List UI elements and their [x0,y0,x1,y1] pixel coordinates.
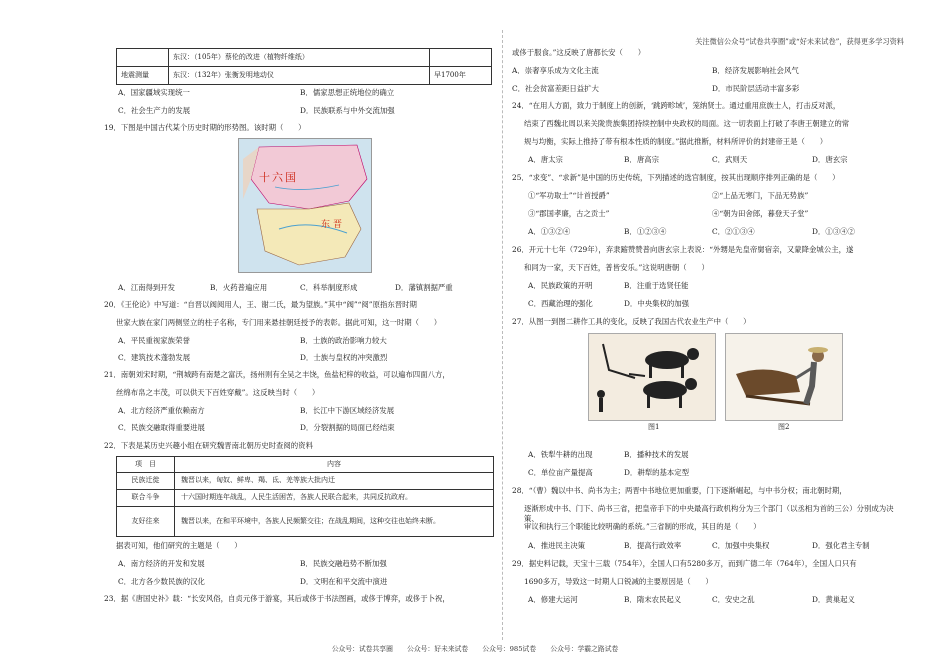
table2-header: 内容 [175,457,494,473]
q28-option-d: D．强化君主专制 [812,541,870,550]
q21-stem-line2: 丝绵布帛之丰茂，可以供天下百姓穿戴”。这反映当时（ ） [116,388,320,397]
q21-option-d: D．分裂割据的局面已经结束 [300,423,395,432]
q22-option-d: D．文明在和平交流中演进 [300,577,388,586]
q22-option-c: C．北方各少数民族的汉化 [118,577,205,586]
q27-stem: 27．从图一到图二耕作工具的变化，反映了我国古代农业生产中（ ） [512,317,751,326]
table2-header: 项 目 [117,457,175,473]
q23-option-d: D．市民阶层活动丰富多彩 [712,84,800,93]
q20-option-c: C．建筑技术蓬勃发展 [118,353,191,362]
q24-stem-line1: 24．“在用人方面，致力于制度上的创新，‘跳跨畛域’，笼纳贤士。通过重用庶族士人，打击反对派， [512,101,841,110]
header-note: 关注微信公众号“试卷共享圈”或“好未来试卷”，获得更多学习资料 [695,37,904,46]
table1-cell: 早1700年 [430,67,492,85]
q19-option-a: A．江南得到开发 [118,283,176,292]
q23-stem-right: 或侈于服食。”这反映了唐都长安（ ） [512,48,646,57]
q18-option-b: B．儒家思想正统地位的确立 [300,88,395,97]
q19-option-d: D．藩镇割据严重 [395,283,453,292]
q23-option-c: C．社会贫富差距日益扩大 [512,84,599,93]
q25-item-3: ③“郡国孝廉，古之贡士” [528,209,610,218]
map-label-south: 东晋 [321,220,346,230]
q29-option-d: D．黄巢起义 [812,595,855,604]
q28-stem-line2: 逐渐形成中书、门下、尚书三省，把皇帝手下的中央最高行政机构分为三个部门（以丞相为首的三公）分别成为决策、 [524,504,894,523]
q29-option-b: B．隋末农民起义 [624,595,682,604]
q28-option-b: B．提高行政效率 [624,541,682,550]
q27-option-a: A．铁犁牛耕的出现 [528,450,593,459]
q25-option-a: A．①③②④ [528,227,571,236]
q20-stem-line1: 20．《王伦论》中写道：“自晋以阀阅用人，王、谢二氏，最为望族。”其中“阀”“阅”原指东晋时期 [104,300,417,309]
q18-option-a: A．国家疆域实现统一 [118,88,190,97]
q26-stem-line1: 26．开元十七年（729年），弃隶蹜赞赞普向唐玄宗上表说：“外甥是先皇帝舅宿亲，又蒙降金城公主，遂 [512,245,854,254]
table1-cell [117,49,169,67]
q19-option-c: C．科举制度形成 [300,283,358,292]
q24-stem-line3: 规与均衡，实际上推持了带有根本性质的制度。”据此推断，材料所评价的封建帝王是（ ） [524,137,828,146]
q20-option-a: A．平民重视家族荣誉 [118,336,190,345]
q25-item-2: ②“上品无寒门，下品无势族” [712,191,809,200]
q26-option-b: B．注重于选贤任能 [624,281,689,290]
q22-followup: 据表可知，他们研究的主题是（ ） [116,541,242,550]
q20-option-b: B．士族的政治影响力较大 [300,336,387,345]
q25-option-b: B．①②③④ [624,227,667,236]
column-divider [502,30,503,640]
q18-option-c: C．社会生产力的发展 [118,106,191,115]
figure-2-curved-plow [725,333,843,421]
table1-cell: 地震测量 [117,67,169,85]
historical-map [238,138,372,273]
table2-cell: 魏晋以来，匈奴、鲜卑、羯、氐、羌等族大批内迁 [175,473,494,490]
ethnic-relations-table [116,456,494,537]
footer-item: 公众号：好未来试卷 [407,644,469,653]
q19-option-b: B．火药普遍应用 [210,283,268,292]
inventions-table [116,48,492,85]
q28-stem-line3: 审议和执行三个职能比较明确的系统。”三省制的形成，其目的是（ ） [524,522,761,531]
q18-option-d: D．民族联系与中外交流加强 [300,106,395,115]
q21-option-b: B．长江中下游区域经济发展 [300,406,395,415]
q21-option-a: A．北方经济严重依赖南方 [118,406,205,415]
q26-option-a: A．民族政策的开明 [528,281,593,290]
q22-stem: 22．下表是某历史兴趣小组在研究魏晋南北朝历史时查阅的资料 [104,441,313,450]
q23-option-b: B．经济发展影响社会风气 [712,66,799,75]
q25-option-d: D．①③④② [812,227,855,236]
map-graphic [239,139,372,273]
q24-option-a: A．唐太宗 [528,155,563,164]
q29-stem-line1: 29．据史料记载，天宝十三载（754年），全国人口有5280多万，而到广德二年（764年），全国人口只有 [512,559,857,568]
table1-cell [430,49,492,67]
q25-item-4: ④“朝为田舍郎，暮登天子堂” [712,209,809,218]
footer-item: 公众号：985试卷 [482,644,537,653]
figure-1-ox-plow [588,333,716,421]
q22-option-b: B．民族交融趋势不断加强 [300,559,387,568]
map-label-north: 十六国 [259,171,298,184]
q24-option-b: B．唐高宗 [624,155,659,164]
q29-option-c: C．安史之乱 [712,595,755,604]
q24-stem-line2: 结束了西魏北周以来关陇贵族集团持续控制中央政权的局面。这一切表面上打破了李唐王朝建立的常 [524,119,850,128]
table2-cell: 联合斗争 [117,490,175,507]
q19-stem: 19．下图是中国古代某个历史时期的形势图。该时期（ ） [104,123,306,132]
q26-option-c: C．西藏治理的强化 [528,299,593,308]
table2-cell: 友好往来 [117,507,175,537]
q29-option-a: A．修建大运河 [528,595,578,604]
figure-2-caption: 图2 [778,423,790,431]
q28-stem-line1: 28．“（曹）魏以中书、尚书为主；两晋中书地位更加重要，门下逐渐崛起，与中书分权；南北朝时期， [512,486,847,495]
q24-option-d: D．唐玄宗 [812,155,848,164]
q23-option-a: A．崇奢享乐成为文化主流 [512,66,599,75]
q29-stem-line2: 1690多万，导致这一时期人口锐减的主要原因是（ ） [524,577,713,586]
q20-option-d: D．士族与皇权的冲突激烈 [300,353,388,362]
ox-plow-illustration [589,334,716,421]
q27-option-c: C．单位亩产量提高 [528,468,593,477]
q24-option-c: C．武则天 [712,155,748,164]
q27-option-d: D．耕犁的基本定型 [624,468,690,477]
footer-item: 公众号：试卷共享圈 [331,644,393,653]
table2-cell: 魏晋以来，在和平环境中，各族人民频繁交往；在战乱期间，这种交往也始终未断。 [175,507,494,537]
q28-option-c: C．加强中央集权 [712,541,770,550]
page-footer [0,645,950,654]
q23-stem-left: 23．据《唐国史补》载：“长安风俗，自贞元侈于游宴，其后或侈于书法图画，或侈于博弈，或侈于卜祝， [104,594,450,603]
q21-option-c: C．民族交融取得重要进展 [118,423,205,432]
table1-cell: 东汉：（105年）蔡伦的改进（植物纤维纸） [169,49,430,67]
table2-cell: 民族迁徙 [117,473,175,490]
q22-option-a: A．南方经济的开发和发展 [118,559,205,568]
table1-cell: 东汉：（132年）张衡发明地动仪 [169,67,430,85]
q25-option-c: C．②①③④ [712,227,755,236]
figure-1-caption: 图1 [648,423,660,431]
footer-item: 公众号：学霸之路试卷 [550,644,619,653]
q20-stem-line2: 世家大族在家门两侧竖立的柱子名称，专门用来悬挂朝廷授予的表彰。据此可知，这一时期（ ） [116,318,442,327]
q25-item-1: ①“军功取士”“计首授爵” [528,191,610,200]
q25-stem: 25．“求变”、“求新”是中国的历史传统，下列描述的选官制度，按其出现顺序排列正确的是（ ） [512,173,840,182]
q21-stem-line1: 21．南朝刘宋时期，“荆城跨有南楚之富沃，扬州则有全吴之丰饶，鱼盐杞梓的收益，可以遍布四面八方， [104,370,450,379]
q27-option-b: B．播种技术的发展 [624,450,689,459]
q26-stem-line2: 和同为一家，天下百姓，普皆安乐。”这说明唐朝（ ） [524,263,709,272]
q26-option-d: D．中央集权的加强 [624,299,690,308]
table2-cell: 十六国时期连年战乱，人民生活困苦，各族人民联合起来，共同反抗政府。 [175,490,494,507]
q28-option-a: A．推进民主决策 [528,541,586,550]
curved-plow-illustration [726,334,843,421]
